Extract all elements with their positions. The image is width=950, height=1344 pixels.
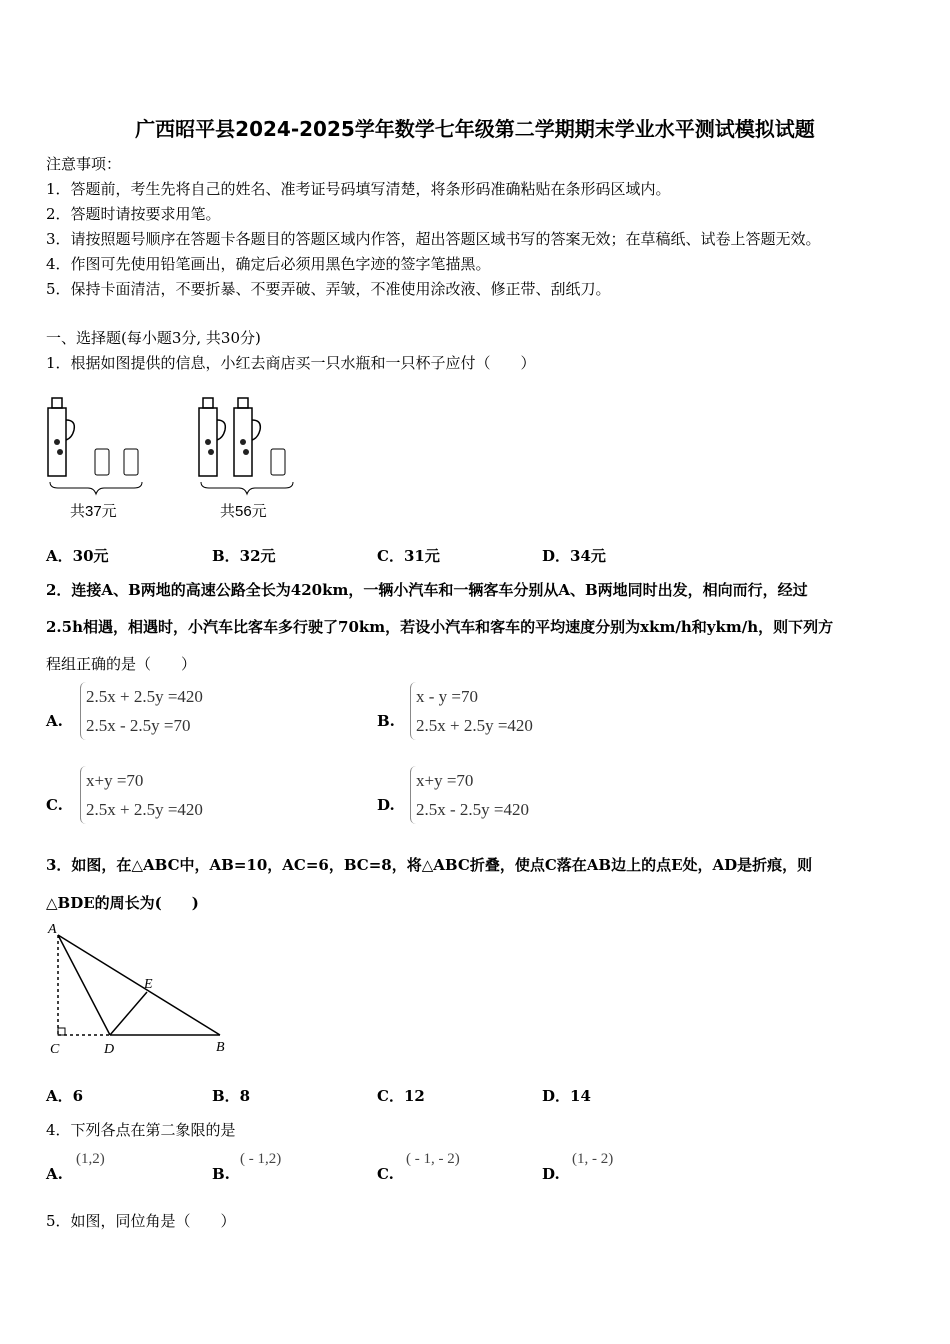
point-a: (1,2) [76, 1151, 105, 1167]
vertex-label-b: B [216, 1040, 225, 1055]
equation: 2.5x + 2.5y =420 [86, 687, 203, 706]
option-c: C．31元 [377, 547, 440, 565]
option-a: A. [46, 712, 63, 730]
point-d: (1, - 2) [572, 1151, 614, 1167]
option-b: B. [212, 1165, 230, 1183]
equation-system-b [410, 682, 533, 740]
equation: 2.5x - 2.5y =70 [86, 716, 191, 735]
question-1: 1．根据如图提供的信息，小红去商店买一只水瓶和一只杯子应付（ ） [46, 354, 536, 372]
option-b: B．8 [212, 1087, 251, 1105]
equation: x - y =70 [416, 687, 478, 706]
notice-item: 5．保持卡面清洁，不要折暴、不要弄破、弄皱，不准使用涂改液、修正带、刮纸刀。 [46, 280, 611, 298]
vertex-label-c: C [50, 1042, 60, 1057]
page-title: 广西昭平县2024-2025学年数学七年级第二学期期末学业水平测试模拟试题 [135, 117, 815, 141]
option-c: C. [377, 1165, 394, 1183]
point-c: ( - 1, - 2) [406, 1151, 460, 1167]
question-5: 5．如图，同位角是（ ） [46, 1212, 236, 1230]
section-heading: 一、选择题(每小题3分, 共30分) [46, 329, 261, 347]
question-3: 3．如图，在△ABC中，AB=10，AC=6，BC=8，将△ABC折叠，使点C落在AB边上的点E处，AD是折痕，则 [46, 856, 813, 874]
question-3-cont: △BDE的周长为( ) [46, 894, 199, 912]
option-d: D．34元 [542, 547, 606, 565]
option-d: D. [542, 1165, 560, 1183]
option-a: A. [46, 1165, 63, 1183]
equation: x+y =70 [86, 771, 144, 790]
equation: 2.5x + 2.5y =420 [416, 716, 533, 735]
triangle-figure [40, 918, 240, 1058]
question-2-cont: 2.5h相遇，相遇时，小汽车比客车多行驶了70km，若设小汽车和客车的平均速度分别为xkm/h和ykm/h，则下列方 [46, 618, 834, 636]
notice-item: 1．答题前，考生先将自己的姓名、准考证号码填写清楚，将条形码准确粘贴在条形码区域内。 [46, 180, 671, 198]
question-2-cont: 程组正确的是（ ） [46, 655, 197, 673]
option-c: C. [46, 796, 63, 814]
figure-label-right: 共56元 [220, 503, 267, 520]
vertex-label-a: A [48, 922, 57, 937]
notice-item: 3．请按照题号顺序在答题卡各题目的答题区域内作答，超出答题区域书写的答案无效；在草稿纸、试卷上答题无效。 [46, 230, 821, 248]
option-d: D. [377, 796, 395, 814]
equation-system-c [80, 766, 203, 824]
question-4: 4．下列各点在第二象限的是 [46, 1121, 236, 1139]
equation: x+y =70 [416, 771, 474, 790]
notice-item: 2．答题时请按要求用笔。 [46, 205, 221, 223]
option-a: A．6 [46, 1087, 84, 1105]
figure-label-left: 共37元 [70, 503, 117, 520]
option-c: C．12 [377, 1087, 425, 1105]
option-a: A．30元 [46, 547, 109, 565]
notice-item: 4．作图可先使用铅笔画出，确定后必须用黑色字迹的签字笔描黑。 [46, 255, 491, 273]
vertex-label-d: D [104, 1042, 115, 1057]
equation-system-d [410, 766, 529, 824]
option-d: D．14 [542, 1087, 591, 1105]
option-b: B．32元 [212, 547, 276, 565]
equation: 2.5x + 2.5y =420 [86, 800, 203, 819]
point-b: ( - 1,2) [240, 1151, 282, 1167]
option-b: B. [377, 712, 395, 730]
question-2: 2．连接A、B两地的高速公路全长为420km，一辆小汽车和一辆客车分别从A、B两地同时出发，相向而行，经过 [46, 581, 808, 599]
equation: 2.5x - 2.5y =420 [416, 800, 529, 819]
notice-heading: 注意事项： [46, 155, 122, 173]
equation-system-a [80, 682, 203, 740]
vertex-label-e: E [144, 977, 153, 992]
